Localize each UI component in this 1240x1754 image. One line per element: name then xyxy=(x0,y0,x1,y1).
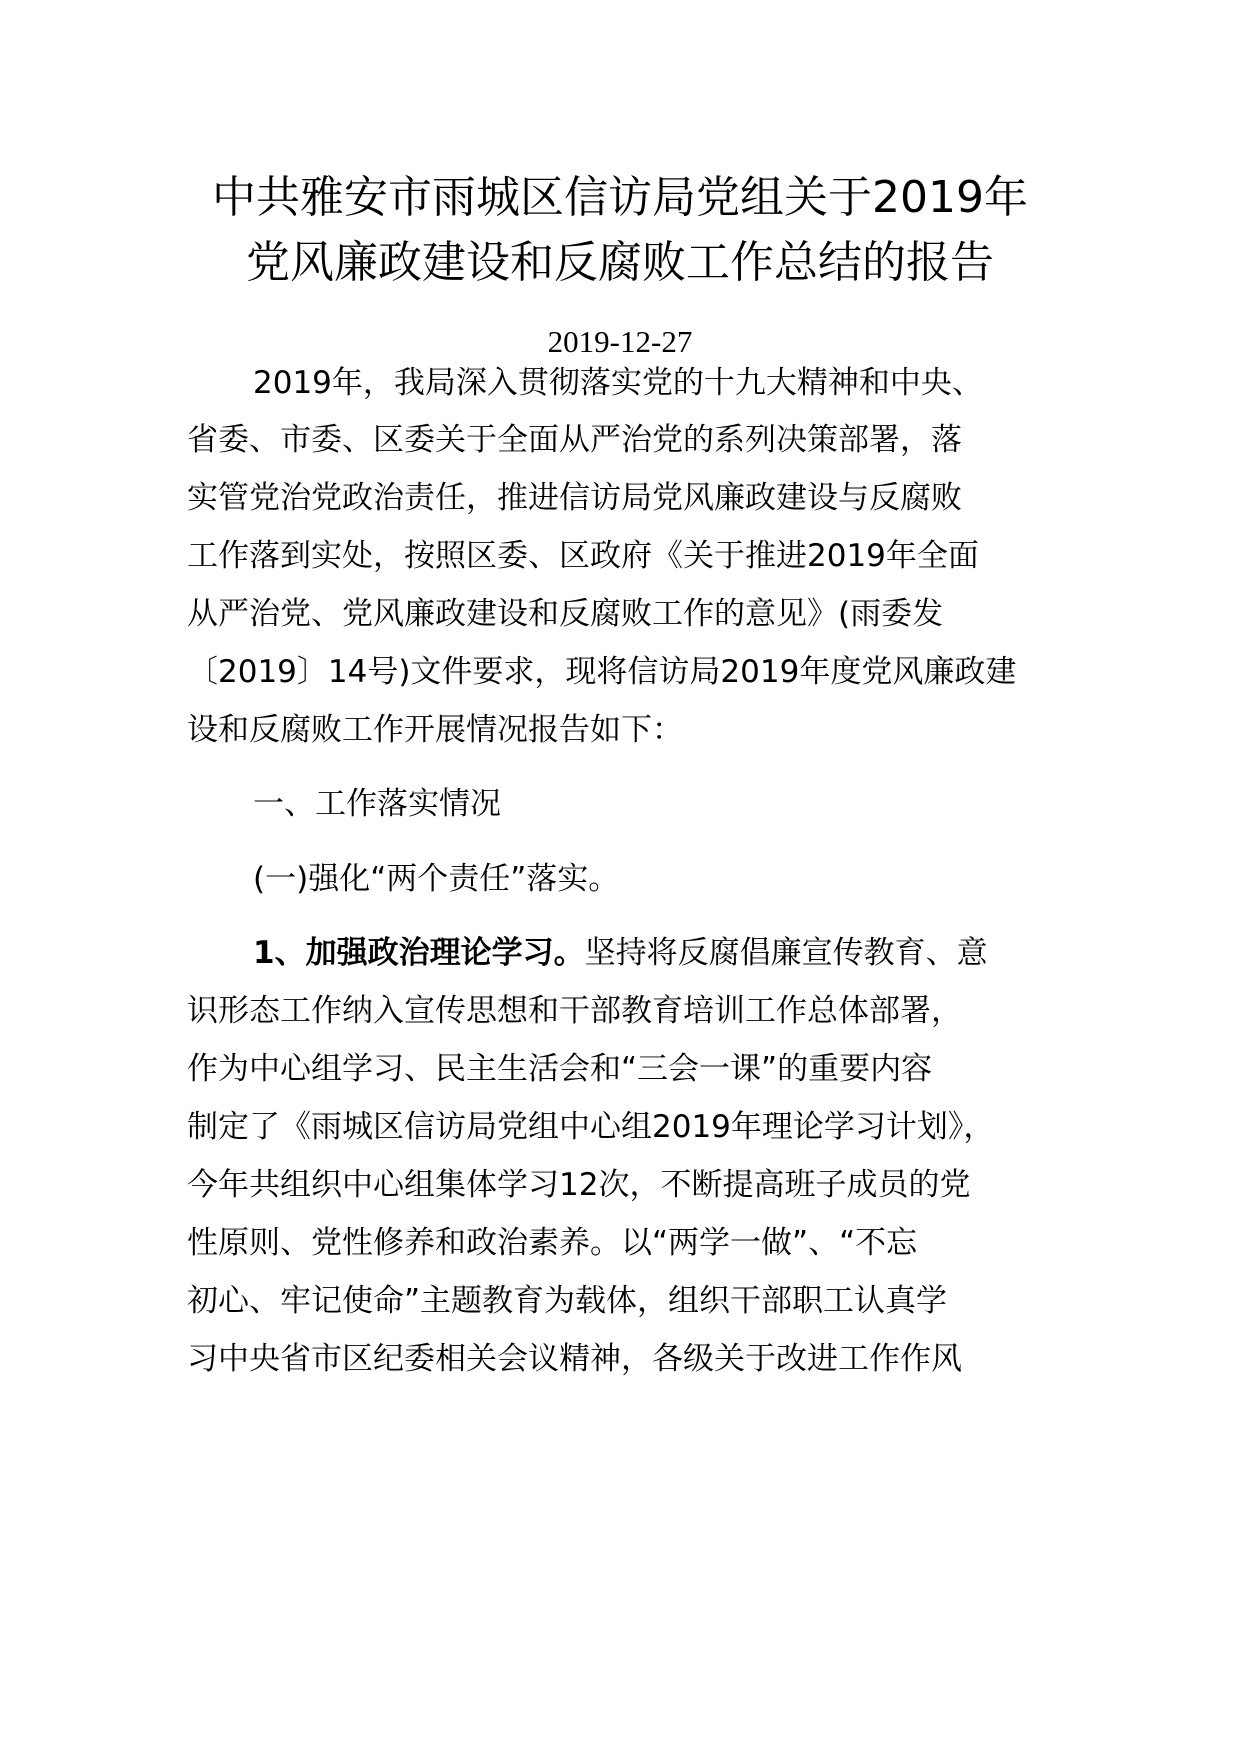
intro-line: 实管党治党政治责任，推进信访局党风廉政建设与反腐败 xyxy=(187,480,962,516)
item-1-line: 习中央省市区纪委相关会议精神，各级关于改进工作作风 xyxy=(187,1341,962,1377)
subsection-heading: (一)强化“两个责任”落实。 xyxy=(253,861,620,897)
item-1-line: 制定了《雨城区信访局党组中心组2019年理论学习计划》， xyxy=(187,1109,995,1145)
document-title-line-1: 中共雅安市雨城区信访局党组关于2019年 xyxy=(212,172,1028,223)
item-1-heading: 1、加强政治理论学习。 xyxy=(253,935,585,971)
item-1-line: 识形态工作纳入宣传思想和干部教育培训工作总体部署， xyxy=(187,993,962,1029)
intro-line: 〔2019〕14号)文件要求，现将信访局2019年度党风廉政建 xyxy=(187,654,1017,690)
intro-line: 设和反腐败工作开展情况报告如下： xyxy=(187,712,683,748)
intro-line: 2019年，我局深入贯彻落实党的十九大精神和中央、 xyxy=(253,365,983,401)
document-title-line-2: 党风廉政建设和反腐败工作总结的报告 xyxy=(246,237,994,288)
item-1-first-line xyxy=(253,933,1240,973)
item-1-line: 今年共组织中心组集体学习12次，不断提高班子成员的党 xyxy=(187,1167,971,1203)
intro-line: 省委、市委、区委关于全面从严治党的系列决策部署，落 xyxy=(187,422,962,458)
intro-line: 从严治党、党风廉政建设和反腐败工作的意见》(雨委发 xyxy=(187,596,944,632)
item-1-line: 作为中心组学习、民主生活会和“三会一课”的重要内容 xyxy=(187,1051,933,1087)
item-1-line: 性原则、党性修养和政治素养。以“两学一做”、“不忘 xyxy=(187,1225,918,1261)
item-1-text: 坚持将反腐倡廉宣传教育、意 xyxy=(584,935,988,971)
document-date: 2019-12-27 xyxy=(547,324,693,359)
item-1-line: 初心、牢记使命”主题教育为载体，组织干部职工认真学 xyxy=(187,1283,948,1319)
section-heading: 一、工作落实情况 xyxy=(253,786,501,822)
intro-line: 工作落到实处，按照区委、区政府《关于推进2019年全面 xyxy=(187,538,979,574)
